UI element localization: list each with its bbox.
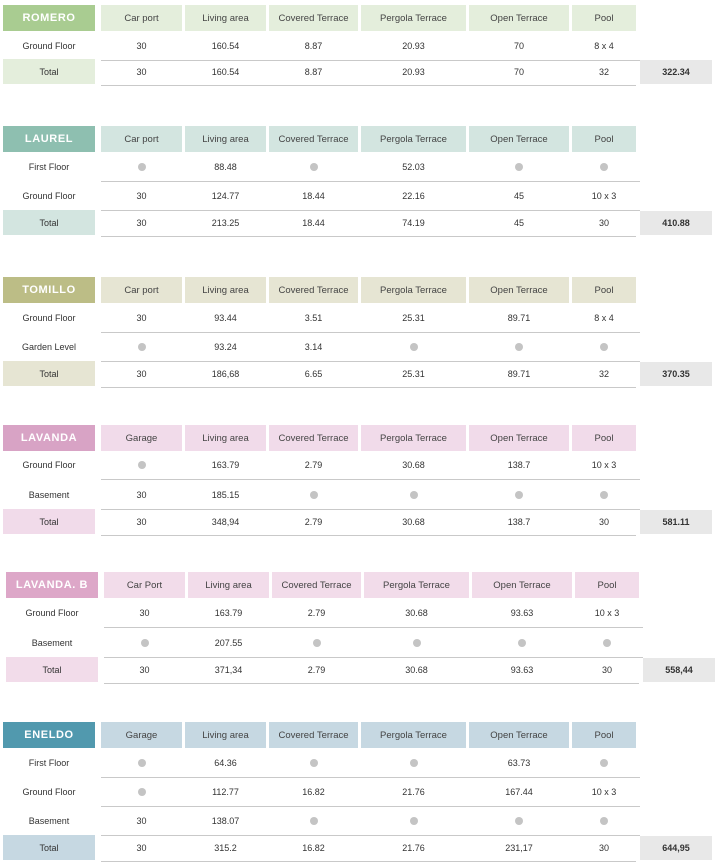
empty-cell [101,750,182,776]
column-header: Pergola Terrace [361,5,466,31]
row-label: Ground Floor [22,191,76,201]
value-cell: 6.65 [304,368,323,379]
value-cell: 30 [136,516,147,527]
value-cell: 124.77 [211,191,240,201]
value-cell: 32 [598,66,609,77]
value-cell: 30 [136,816,147,826]
total-sum: 644,95 [640,836,712,860]
dot-icon [313,639,321,647]
empty-cell [361,750,466,776]
total-sum: 581.11 [640,510,712,534]
dot-icon [515,491,523,499]
column-header: Pergola Terrace [361,126,466,152]
total-label: Total [6,657,98,682]
row-divider [101,181,640,182]
empty-cell [101,334,182,360]
value-cell: 30.68 [402,460,425,470]
value-cell: 70 [513,66,524,77]
value-cell: 163.79 [214,608,243,618]
value-cell: 348,94 [211,516,240,527]
column-header: Garage [101,722,182,748]
block-name: LAVANDA [3,425,95,451]
value-cell: 30 [136,217,147,228]
value-cell: 30 [598,842,609,853]
value-cell: 22.16 [402,191,425,201]
column-header: Covered Terrace [269,277,358,303]
total-label: Total [3,509,95,534]
value-cell: 30 [136,313,147,323]
dot-icon [518,639,526,647]
empty-cell [469,154,569,180]
value-cell: 18.44 [302,217,325,228]
empty-cell [572,808,636,834]
empty-cell [269,750,358,776]
value-cell: 93.63 [510,664,534,675]
dot-icon [600,491,608,499]
value-cell: 21.76 [402,842,425,853]
empty-cell [104,630,185,656]
row-label: First Floor [28,162,70,172]
row-divider [101,479,640,480]
value-cell: 167.44 [505,787,533,797]
row-divider [101,332,640,333]
empty-cell [361,808,466,834]
empty-cell [101,154,182,180]
column-header: Covered Terrace [272,572,361,598]
column-header: Car port [101,126,182,152]
value-cell: 20.93 [402,66,425,77]
value-cell: 30 [136,490,147,500]
row-divider [101,85,636,86]
value-cell: 8.87 [304,66,323,77]
column-header: Car port [101,277,182,303]
value-cell: 89.71 [507,368,531,379]
value-cell: 93.24 [214,342,237,352]
empty-cell [272,630,361,656]
column-header: Covered Terrace [269,126,358,152]
row-label: Basement [31,638,73,648]
value-cell: 10 x 3 [591,460,617,470]
dot-icon [600,343,608,351]
empty-cell [472,630,572,656]
dot-icon [410,343,418,351]
dot-icon [138,759,146,767]
column-header: Covered Terrace [269,425,358,451]
value-cell: 70 [513,41,524,51]
dot-icon [310,491,318,499]
empty-cell [269,808,358,834]
value-cell: 160.54 [211,66,240,77]
value-cell: 371,34 [214,664,243,675]
dot-icon [310,759,318,767]
value-cell: 10 x 3 [591,787,617,797]
column-header: Pergola Terrace [361,722,466,748]
value-cell: 213.25 [211,217,240,228]
value-cell: 2.79 [304,460,323,470]
column-header: Covered Terrace [269,722,358,748]
empty-cell [469,482,569,508]
column-header: Car Port [104,572,185,598]
column-header: Pool [572,722,636,748]
row-divider [104,627,643,628]
value-cell: 138.07 [211,816,240,826]
value-cell: 30 [136,842,147,853]
value-cell: 10 x 3 [594,608,620,618]
block-name: LAUREL [3,126,95,152]
column-header: Open Terrace [469,5,569,31]
value-cell: 315.2 [214,842,237,853]
value-cell: 16.82 [302,842,325,853]
value-cell: 16.82 [302,787,325,797]
column-header: Living area [185,722,266,748]
value-cell: 207.55 [214,638,243,648]
dot-icon [138,461,146,469]
value-cell: 30 [139,608,150,618]
column-header: Living area [185,5,266,31]
column-header: Pool [572,126,636,152]
dot-icon [138,343,146,351]
value-cell: 21.76 [402,787,425,797]
row-label: Ground Floor [22,787,76,797]
row-divider [101,387,636,388]
row-label: Basement [28,816,70,826]
column-header: Covered Terrace [269,5,358,31]
dot-icon [410,759,418,767]
column-header: Open Terrace [469,277,569,303]
row-label: Ground Floor [22,460,76,470]
total-sum: 410.88 [640,211,712,235]
dot-icon [413,639,421,647]
row-divider [101,861,636,862]
empty-cell [269,482,358,508]
value-cell: 3.51 [304,313,323,323]
empty-cell [572,482,636,508]
dot-icon [600,759,608,767]
value-cell: 45 [513,217,524,228]
dot-icon [410,817,418,825]
value-cell: 52.03 [402,162,425,172]
value-cell: 89.71 [507,313,531,323]
row-label: Garden Level [21,342,77,352]
value-cell: 8 x 4 [594,313,614,323]
column-header: Garage [101,425,182,451]
value-cell: 25.31 [402,368,425,379]
value-cell: 30 [601,664,612,675]
value-cell: 163.79 [211,460,240,470]
total-label: Total [3,361,95,386]
value-cell: 32 [598,368,609,379]
empty-cell [572,750,636,776]
empty-cell [269,154,358,180]
empty-cell [364,630,469,656]
dot-icon [603,639,611,647]
column-header: Living area [185,277,266,303]
row-divider [101,236,636,237]
row-label: Ground Floor [22,313,76,323]
value-cell: 30.68 [402,516,425,527]
block-name: ENELDO [3,722,95,748]
row-label: Ground Floor [25,608,79,618]
dot-icon [600,817,608,825]
column-header: Pergola Terrace [364,572,469,598]
dot-icon [310,817,318,825]
column-header: Living area [185,425,266,451]
value-cell: 186,68 [211,368,240,379]
column-header: Pool [575,572,639,598]
value-cell: 30 [139,664,150,675]
value-cell: 30.68 [405,664,428,675]
column-header: Open Terrace [472,572,572,598]
value-cell: 8 x 4 [594,41,614,51]
dot-icon [515,163,523,171]
dot-icon [138,788,146,796]
block-name: TOMILLO [3,277,95,303]
value-cell: 30.68 [405,608,428,618]
total-sum: 370.35 [640,362,712,386]
dot-icon [138,163,146,171]
dot-icon [141,639,149,647]
dot-icon [515,343,523,351]
value-cell: 138.7 [507,460,531,470]
column-header: Car port [101,5,182,31]
value-cell: 2.79 [307,608,326,618]
value-cell: 93.63 [510,608,534,618]
value-cell: 112.77 [212,787,239,797]
value-cell: 45 [513,191,524,201]
column-header: Pool [572,425,636,451]
total-label: Total [3,59,95,84]
value-cell: 3.14 [304,342,323,352]
value-cell: 30 [136,368,147,379]
value-cell: 64.36 [214,758,237,768]
total-sum: 558,44 [643,658,715,682]
empty-cell [572,154,636,180]
value-cell: 30 [136,66,147,77]
value-cell: 231,17 [505,842,533,853]
value-cell: 74.19 [402,217,425,228]
total-label: Total [3,835,95,860]
row-label: Basement [28,490,70,500]
value-cell: 185.15 [211,490,240,500]
dot-icon [600,163,608,171]
value-cell: 8.87 [304,41,323,51]
value-cell: 63.73 [507,758,531,768]
column-header: Pool [572,277,636,303]
row-divider [104,683,639,684]
column-header: Open Terrace [469,126,569,152]
column-header: Open Terrace [469,722,569,748]
value-cell: 30 [136,41,147,51]
value-cell: 30 [598,217,609,228]
value-cell: 30 [136,191,147,201]
empty-cell [101,779,182,805]
empty-cell [469,334,569,360]
value-cell: 18.44 [302,191,325,201]
value-cell: 88.48 [214,162,237,172]
column-header: Pool [572,5,636,31]
empty-cell [361,334,466,360]
row-divider [101,777,640,778]
value-cell: 25.31 [402,313,425,323]
value-cell: 138.7 [507,516,531,527]
dot-icon [410,491,418,499]
total-label: Total [3,210,95,235]
empty-cell [101,452,182,478]
column-header: Living area [185,126,266,152]
dot-icon [515,817,523,825]
total-sum: 322.34 [640,60,712,84]
column-header: Pergola Terrace [361,425,466,451]
column-header: Pergola Terrace [361,277,466,303]
row-divider [101,806,640,807]
value-cell: 30 [598,516,609,527]
empty-cell [361,482,466,508]
column-header: Open Terrace [469,425,569,451]
block-name: LAVANDA. B [6,572,98,598]
row-label: Ground Floor [22,41,76,51]
value-cell: 2.79 [307,664,326,675]
empty-cell [575,630,639,656]
value-cell: 10 x 3 [591,191,617,201]
value-cell: 20.93 [402,41,425,51]
column-header: Living area [188,572,269,598]
value-cell: 93.44 [214,313,237,323]
block-name: ROMERO [3,5,95,31]
row-divider [101,535,636,536]
value-cell: 2.79 [304,516,323,527]
empty-cell [572,334,636,360]
row-label: First Floor [28,758,70,768]
dot-icon [310,163,318,171]
value-cell: 160.54 [211,41,240,51]
empty-cell [469,808,569,834]
